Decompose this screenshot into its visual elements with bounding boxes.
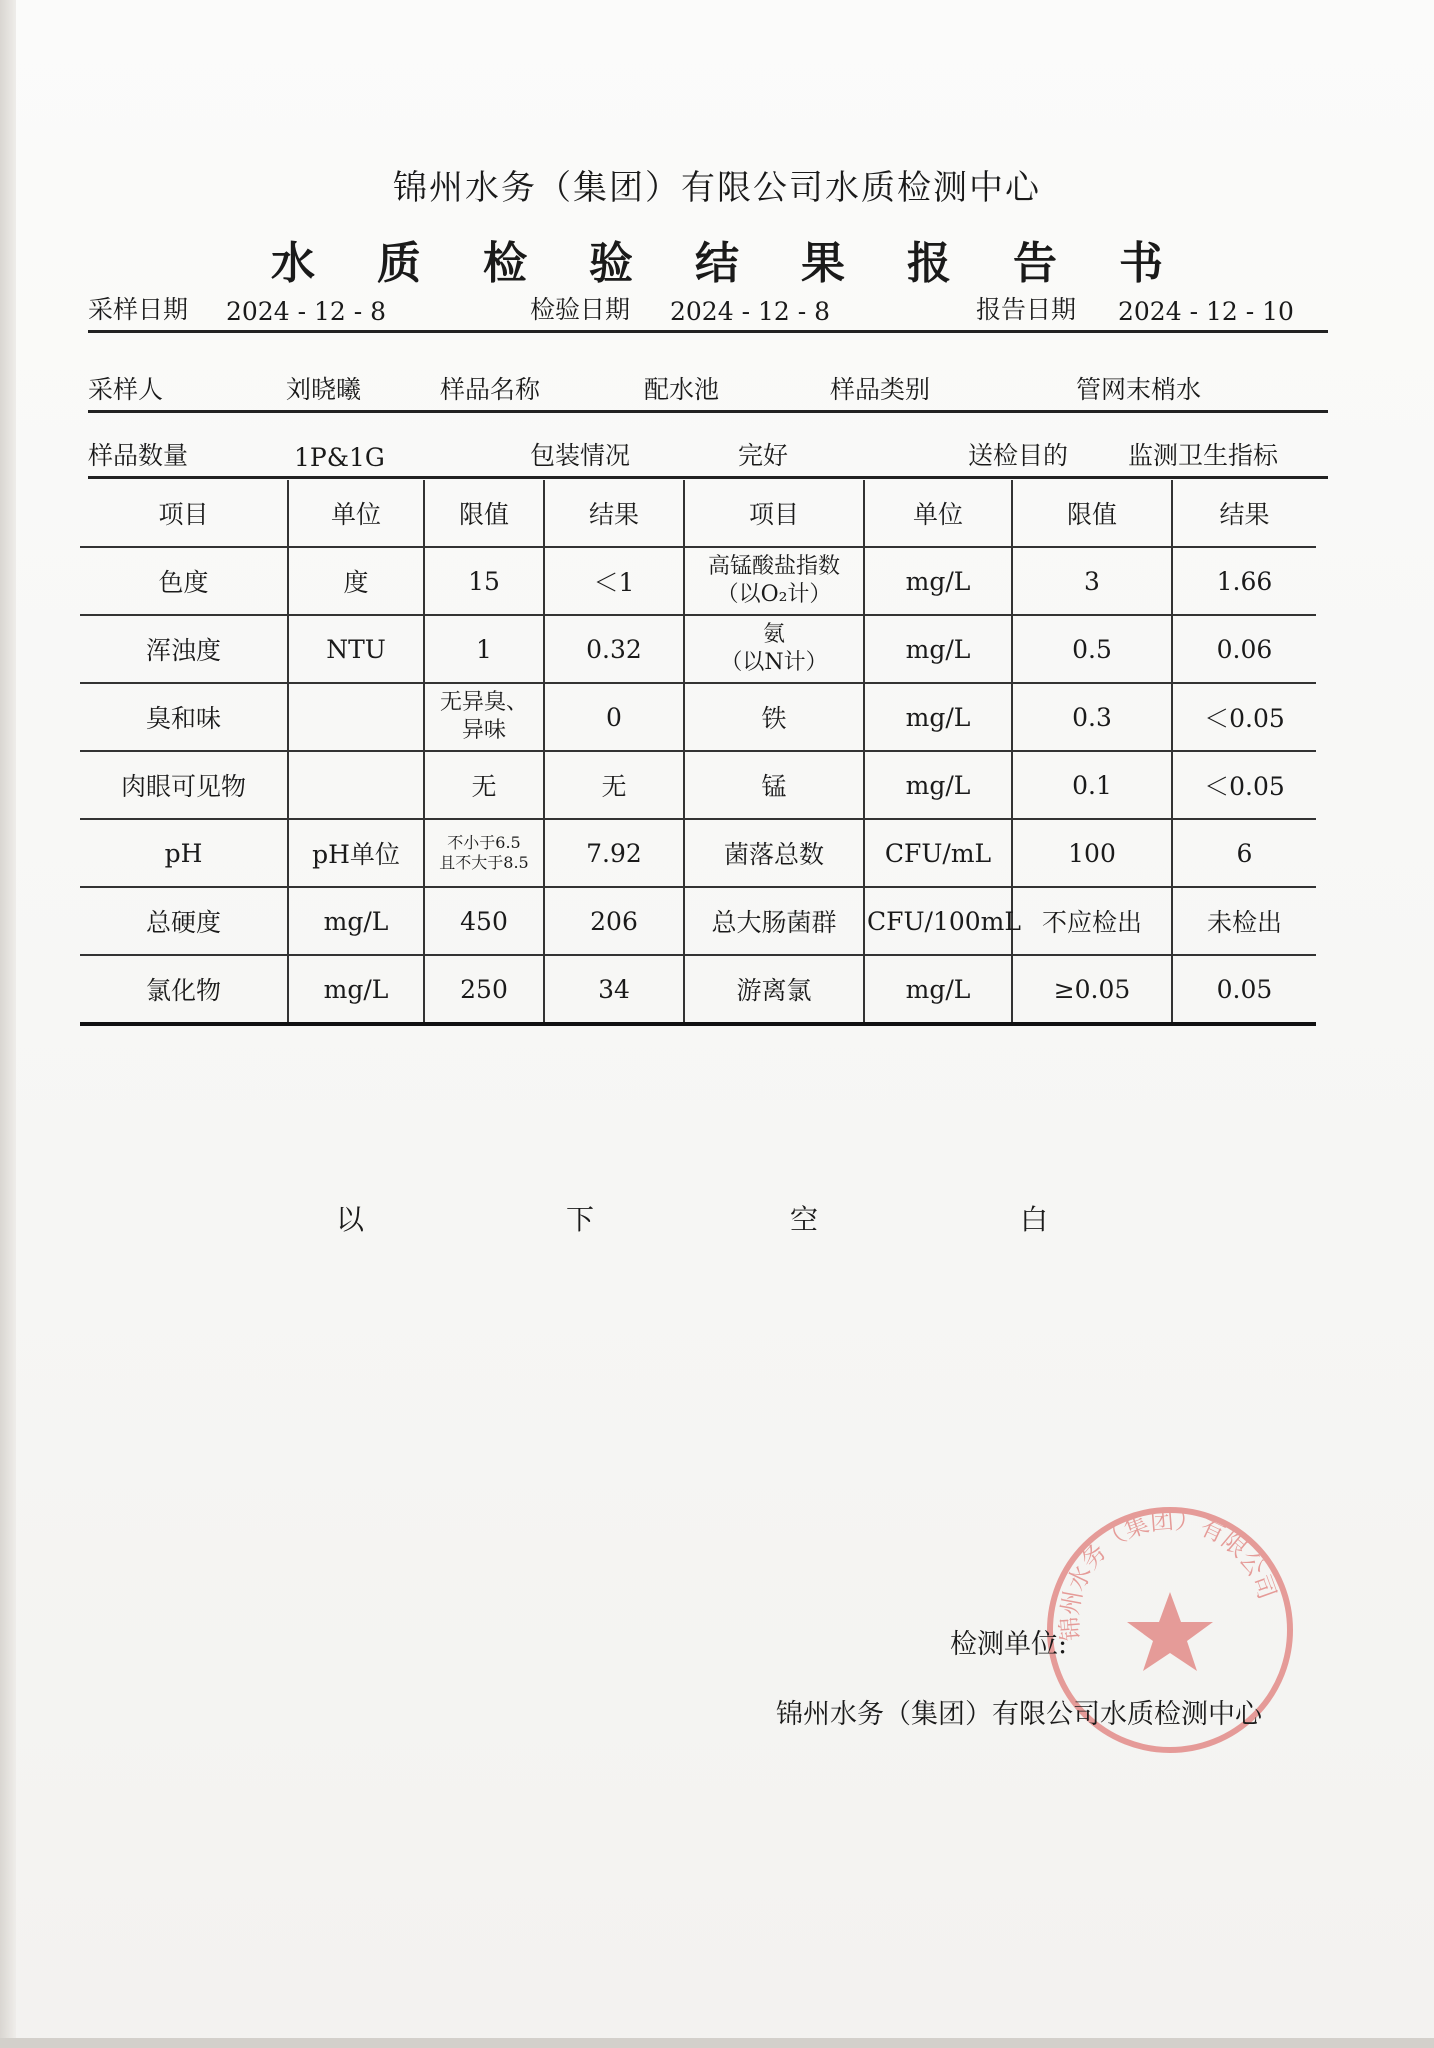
quantity-label: 样品数量: [88, 441, 189, 470]
sample-date-label: 采样日期: [88, 295, 189, 324]
cell-item: 氨 （以N计）: [684, 615, 864, 683]
cell-limit: 1: [424, 615, 544, 683]
packaging-label: 包装情况: [530, 441, 631, 470]
cell-unit: mg/L: [288, 955, 424, 1024]
blank-note-char: 以: [336, 1203, 365, 1236]
cell-item: 肉眼可见物: [80, 751, 288, 819]
cell-result: 0: [544, 683, 684, 751]
cell-unit: 度: [288, 547, 424, 615]
cell-unit: mg/L: [864, 955, 1012, 1024]
table-row: [80, 751, 1316, 819]
blank-note-char: 空: [790, 1203, 819, 1236]
cell-item: 色度: [80, 547, 288, 615]
sample-name-label: 样品名称: [440, 375, 541, 404]
sample-date: 2024 - 12 - 8: [226, 297, 387, 326]
cell-item: 菌落总数: [684, 819, 864, 887]
header-item: 项目: [684, 480, 864, 547]
cell-result: 7.92: [544, 819, 684, 887]
results-table: [80, 480, 1316, 1026]
packaging: 完好: [738, 441, 789, 470]
cell-limit: 100: [1012, 819, 1172, 887]
header-limit: 限值: [1012, 480, 1172, 547]
cell-limit: ≥0.05: [1012, 955, 1172, 1024]
table-row: [80, 819, 1316, 887]
sampler-label: 采样人: [88, 375, 164, 404]
cell-unit: mg/L: [864, 547, 1012, 615]
table-row: [80, 615, 1316, 683]
paper-edge-left: [0, 0, 16, 2048]
cell-result: 34: [544, 955, 684, 1024]
cell-item: 总硬度: [80, 887, 288, 955]
sampler: 刘晓曦: [286, 375, 362, 404]
header-unit: 单位: [864, 480, 1012, 547]
cell-item: 氯化物: [80, 955, 288, 1024]
cell-item: 总大肠菌群: [684, 887, 864, 955]
quantity: 1P&1G: [294, 443, 385, 472]
cell-unit: pH单位: [288, 819, 424, 887]
cell-limit: 不应检出: [1012, 887, 1172, 955]
cell-item: pH: [80, 819, 288, 887]
cell-result: 206: [544, 887, 684, 955]
purpose-label: 送检目的: [968, 441, 1069, 470]
table-row: [80, 955, 1316, 1024]
table-row: [80, 547, 1316, 615]
cell-limit: 不小于6.5 且不大于8.5: [424, 819, 544, 887]
table-body: [80, 547, 1316, 1024]
header-item: 项目: [80, 480, 288, 547]
testing-unit-name: 锦州水务（集团）有限公司水质检测中心: [776, 1699, 1262, 1730]
cell-result: 1.66: [1172, 547, 1316, 615]
cell-unit: NTU: [288, 615, 424, 683]
cell-limit: 0.5: [1012, 615, 1172, 683]
test-date: 2024 - 12 - 8: [670, 297, 831, 326]
testing-unit-label: 检测单位:: [950, 1629, 1068, 1660]
report-date-label: 报告日期: [976, 295, 1077, 324]
cell-result: 0.06: [1172, 615, 1316, 683]
cell-limit: 15: [424, 547, 544, 615]
purpose: 监测卫生指标: [1128, 441, 1279, 470]
test-date-label: 检验日期: [530, 295, 631, 324]
table-row: [80, 683, 1316, 751]
report-title: 水质检验结果报告书: [271, 238, 1225, 289]
sample-info-row: [88, 372, 1328, 413]
paper-edge-bottom: [0, 2038, 1434, 2048]
cell-item: 铁: [684, 683, 864, 751]
header-result: 结果: [1172, 480, 1316, 547]
header-limit: 限值: [424, 480, 544, 547]
org-title: 锦州水务（集团）有限公司水质检测中心: [393, 168, 1041, 208]
cell-unit: [288, 751, 424, 819]
cell-limit: 0.1: [1012, 751, 1172, 819]
quantity-row: [88, 438, 1328, 479]
table-row: [80, 887, 1316, 955]
table-header-row: [80, 480, 1316, 547]
blank-note-char: 白: [1020, 1203, 1049, 1236]
cell-result: 0.05: [1172, 955, 1316, 1024]
cell-unit: CFU/mL: [864, 819, 1012, 887]
cell-result: ＜0.05: [1172, 751, 1316, 819]
cell-unit: mg/L: [864, 751, 1012, 819]
cell-result: ＜0.05: [1172, 683, 1316, 751]
cell-unit: CFU/100mL: [864, 887, 1012, 955]
dates-row: [88, 292, 1328, 333]
cell-result: ＜1: [544, 547, 684, 615]
cell-item: 游离氯: [684, 955, 864, 1024]
stamp-text: 锦州水务（集团）有限公司: [1055, 1506, 1282, 1643]
report-header: [0, 160, 1434, 291]
cell-limit: 无异臭、 异味: [424, 683, 544, 751]
header-result: 结果: [544, 480, 684, 547]
cell-item: 锰: [684, 751, 864, 819]
sample-name: 配水池: [644, 375, 720, 404]
cell-unit: [288, 683, 424, 751]
cell-item: 浑浊度: [80, 615, 288, 683]
cell-limit: 3: [1012, 547, 1172, 615]
sample-type: 管网末梢水: [1076, 375, 1202, 404]
cell-limit: 250: [424, 955, 544, 1024]
cell-unit: mg/L: [864, 615, 1012, 683]
cell-result: 无: [544, 751, 684, 819]
cell-result: 0.32: [544, 615, 684, 683]
cell-limit: 0.3: [1012, 683, 1172, 751]
cell-item: 臭和味: [80, 683, 288, 751]
cell-item: 高锰酸盐指数 （以O₂计）: [684, 547, 864, 615]
cell-result: 未检出: [1172, 887, 1316, 955]
header-unit: 单位: [288, 480, 424, 547]
report-date: 2024 - 12 - 10: [1118, 297, 1294, 326]
cell-unit: mg/L: [864, 683, 1012, 751]
cell-limit: 450: [424, 887, 544, 955]
sample-type-label: 样品类别: [830, 375, 931, 404]
cell-limit: 无: [424, 751, 544, 819]
cell-unit: mg/L: [288, 887, 424, 955]
cell-result: 6: [1172, 819, 1316, 887]
blank-note-char: 下: [566, 1203, 595, 1236]
